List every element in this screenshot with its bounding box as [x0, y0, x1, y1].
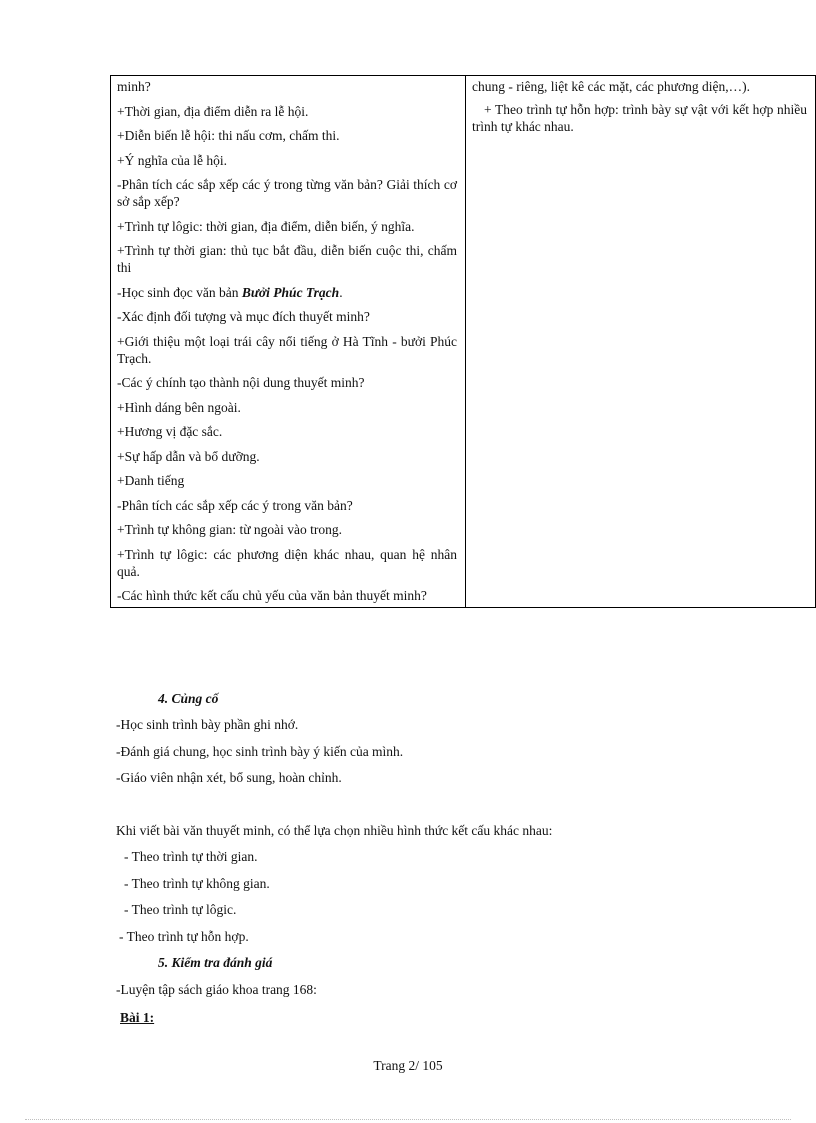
- left-line: +Sự hấp dẫn và bổ dưỡng.: [117, 448, 260, 464]
- right-line: chung - riêng, liệt kê các mặt, các phương diện,…).: [472, 79, 750, 94]
- summary-item: - Theo trình tự không gian.: [124, 876, 270, 891]
- left-line: +Ý nghĩa của lễ hội.: [117, 152, 227, 168]
- summary-intro: Khi viết bài văn thuyết minh, có thể lựa chọn nhiều hình thức kết cấu khác nhau:: [116, 823, 553, 838]
- left-line-reading: [117, 284, 457, 301]
- left-line: +Hình dáng bên ngoài.: [117, 399, 241, 415]
- left-line: -Các ý chính tạo thành nội dung thuyết minh?: [117, 375, 365, 390]
- page-number: Trang 2/ 105: [373, 1058, 443, 1073]
- left-line: -Xác định đối tượng và mục đích thuyết minh?: [117, 309, 370, 324]
- section-5-heading: 5. Kiểm tra đánh giá: [158, 955, 273, 970]
- section-5-line: -Luyện tập sách giáo khoa trang 168:: [116, 982, 317, 997]
- left-line: -Phân tích các sắp xếp các ý trong văn bản?: [117, 497, 353, 513]
- left-line: minh?: [117, 79, 151, 94]
- reading-suffix: .: [339, 284, 343, 300]
- left-line: +Giới thiệu một loại trái cây nổi tiếng ở Hà Tĩnh - bưởi Phúc Trạch.: [117, 333, 457, 366]
- left-line: +Thời gian, địa điểm diễn ra lễ hội.: [117, 103, 309, 119]
- reading-prefix: -Học sinh đọc văn bản: [117, 284, 242, 300]
- teacher-activity-column: [111, 76, 466, 608]
- exercise-1-label: Bài 1:: [120, 1010, 155, 1025]
- left-line: +Diễn biến lễ hội: thi nấu cơm, chấm thi.: [117, 128, 340, 143]
- right-line: + Theo trình tự hỗn hợp: trình bày sự vật với kết hợp nhiều trình tự khác nhau.: [472, 102, 807, 134]
- left-line: +Danh tiếng: [117, 473, 185, 488]
- section-4-line: -Đánh giá chung, học sinh trình bày ý kiến của mình.: [116, 744, 404, 759]
- summary-item: - Theo trình tự lôgic.: [124, 902, 237, 917]
- left-line: +Trình tự lôgic: các phương diện khác nhau, quan hệ nhân quả.: [117, 546, 457, 579]
- left-line: +Trình tự thời gian: thủ tục bắt đầu, diễn biến cuộc thi, chấm thi: [117, 243, 457, 275]
- lesson-table: [110, 75, 816, 608]
- section-4-line: -Học sinh trình bày phần ghi nhớ.: [116, 717, 299, 732]
- left-line: +Hương vị đặc sắc.: [117, 424, 223, 439]
- left-line: +Trình tự không gian: từ ngoài vào trong.: [117, 522, 342, 537]
- text-title-buoi-phuc-trach: Bưởi Phúc Trạch: [241, 284, 340, 300]
- left-line: -Phân tích các sắp xếp các ý trong từng văn bản? Giải thích cơ sở sắp xếp?: [117, 177, 457, 209]
- content-column: [466, 76, 816, 608]
- page-divider: [25, 1119, 791, 1120]
- section-4-heading: 4. Củng cố: [158, 691, 219, 706]
- summary-item: - Theo trình tự hỗn hợp.: [119, 929, 249, 944]
- left-line: -Các hình thức kết cấu chủ yếu của văn bản thuyết minh?: [117, 588, 427, 603]
- section-4-line: -Giáo viên nhận xét, bổ sung, hoàn chỉnh.: [116, 770, 342, 785]
- summary-item: - Theo trình tự thời gian.: [124, 849, 258, 864]
- left-line: +Trình tự lôgic: thời gian, địa điểm, diễn biến, ý nghĩa.: [117, 218, 415, 234]
